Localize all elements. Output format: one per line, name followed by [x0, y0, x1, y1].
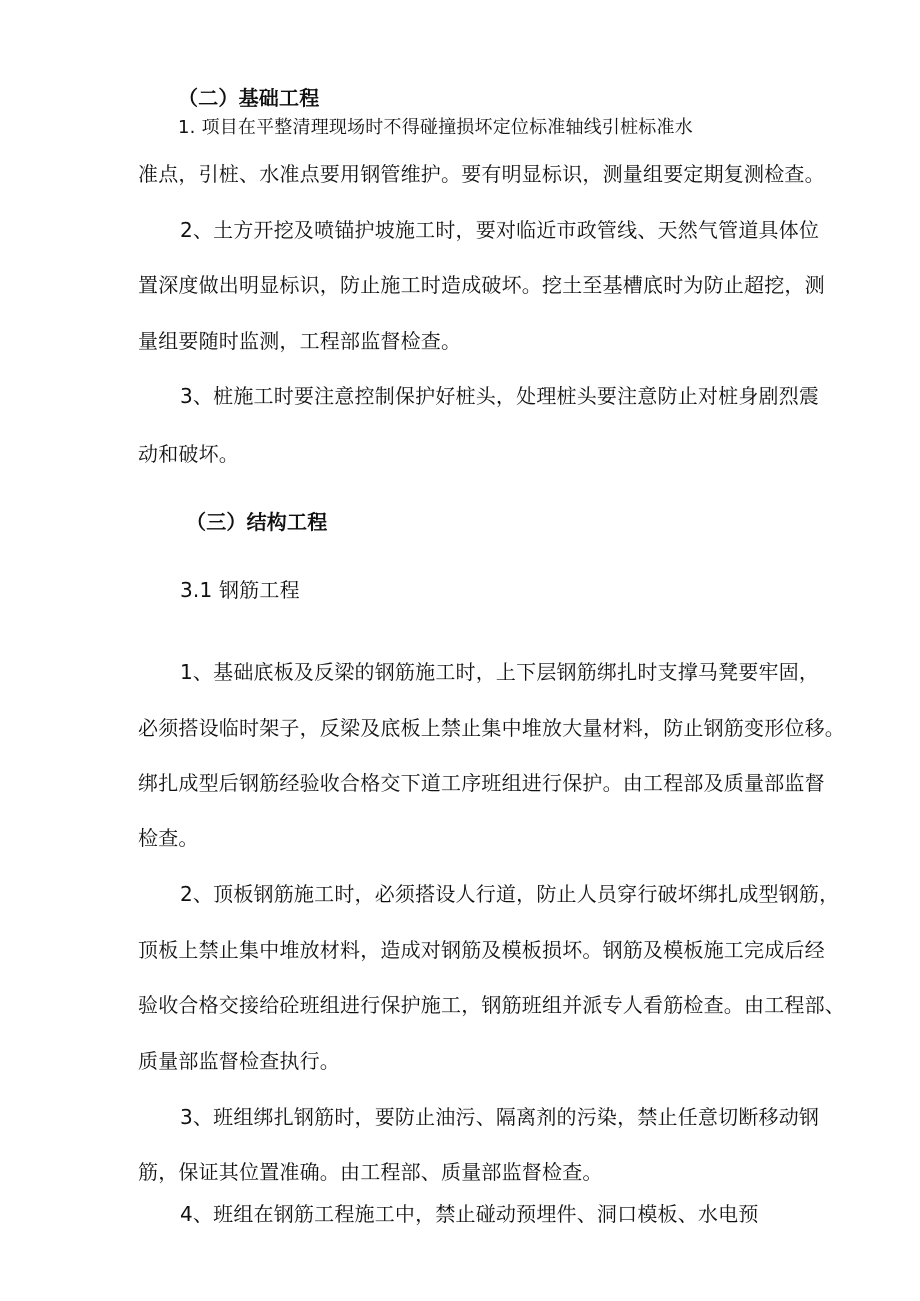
subheading-rebar: 3.1 钢筋工程	[180, 578, 300, 602]
foundation-p3-line2: 动和破坏。	[138, 442, 239, 466]
rebar-p3-line2: 筋，保证其位置准确。由工程部、质量部监督检查。	[138, 1160, 603, 1184]
section-heading-structure: （三）结构工程	[186, 510, 328, 534]
section-heading-foundation: （二）基础工程	[178, 86, 320, 110]
foundation-p1-line2: 准点，引桩、水准点要用钢管维护。要有明显标识，测量组要定期复测检查。	[138, 162, 825, 186]
rebar-p1-line1: 1、基础底板及反梁的钢筋施工时，上下层钢筋绑扎时支撑马凳要牢固，	[180, 660, 820, 684]
foundation-p2-line2: 置深度做出明显标识，防止施工时造成破坏。挖土至基槽底时为防止超挖，测	[138, 273, 825, 297]
rebar-p2-line2: 顶板上禁止集中堆放材料，造成对钢筋及模板损坏。钢筋及模板施工完成后经	[138, 938, 825, 962]
rebar-p2-line4: 质量部监督检查执行。	[138, 1049, 340, 1073]
rebar-p2-line1: 2、顶板钢筋施工时，必须搭设人行道，防止人员穿行破坏绑扎成型钢筋，	[180, 882, 840, 906]
rebar-p4-line1: 4、班组在钢筋工程施工中，禁止碰动预埋件、洞口模板、水电预	[180, 1202, 759, 1226]
foundation-p1-line1: 1. 项目在平整清理现场时不得碰撞损坏定位标准轴线引桩标准水	[178, 117, 693, 138]
foundation-p2-line3: 量组要随时监测，工程部监督检查。	[138, 329, 462, 353]
rebar-p1-line4: 检查。	[138, 826, 199, 850]
rebar-p3-line1: 3、班组绑扎钢筋时，要防止油污、隔离剂的污染，禁止任意切断移动钢	[180, 1105, 820, 1129]
rebar-p1-line2: 必须搭设临时架子，反梁及底板上禁止集中堆放大量材料，防止钢筋变形位移。	[138, 716, 845, 740]
rebar-p2-line3: 验收合格交接给砼班组进行保护施工，钢筋班组并派专人看筋检查。由工程部、	[138, 993, 845, 1017]
rebar-p1-line3: 绑扎成型后钢筋经验收合格交下道工序班组进行保护。由工程部及质量部监督	[138, 771, 825, 795]
foundation-p3-line1: 3、桩施工时要注意控制保护好桩头，处理桩头要注意防止对桩身剧烈震	[180, 384, 820, 408]
foundation-p2-line1: 2、土方开挖及喷锚护坡施工时，要对临近市政管线、天然气管道具体位	[180, 218, 820, 242]
